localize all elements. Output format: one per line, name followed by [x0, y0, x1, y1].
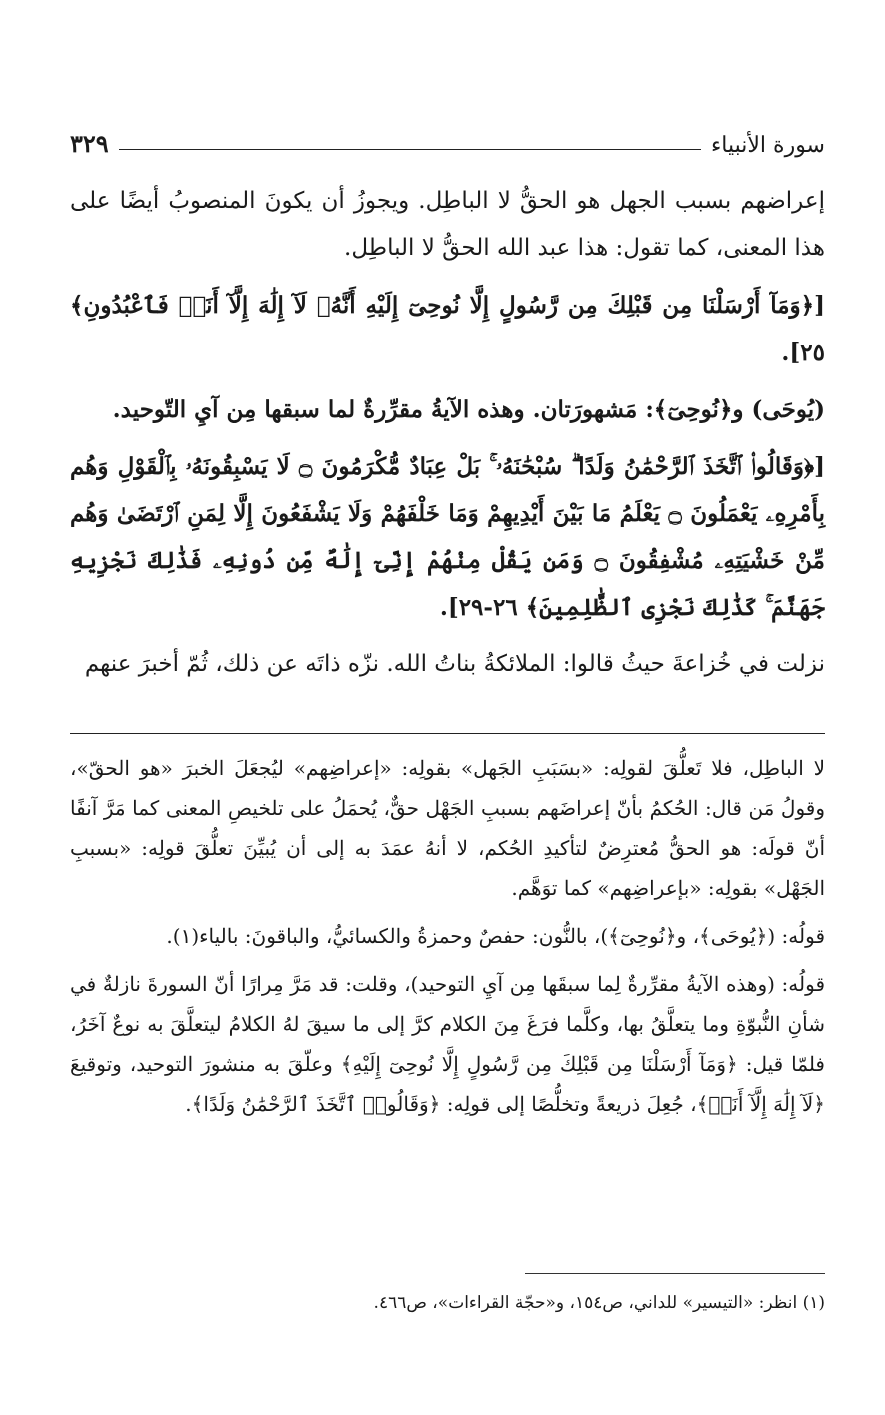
quran-verses-26-29: [﴿وَقَالُوا۟ ٱتَّخَذَ ٱلرَّحْمَٰنُ وَلَدًا ۗ سُبْحَٰنَهُۥ ۚ بَلْ عِبَادٌ مُّكْرَمُونَ ۝ لَا يَسْبِقُونَهُۥ بِٱلْقَوْلِ وَهُم بِأَمْرِهِۦ يَعْمَلُونَ ۝ يَعْلَمُ مَا بَيْنَ أَيْدِيهِمْ وَمَا خَلْفَهُمْ وَلَا يَشْفَعُونَ إِلَّا لِمَنِ ٱرْتَضَىٰ وَهُم مِّنْ خَشْيَتِهِۦ مُشْفِقُونَ ۝ وَمَن يَقُلْ مِنْهُمْ إِنِّىٓ إِلَٰهٌ مِّن دُونِهِۦ فَذَٰلِكَ نَجْزِيهِ جَهَنَّمَ ۚ كَذَٰلِكَ نَجْزِى ٱلظَّٰلِمِينَ﴾ ٢٦-٢٩].	[70, 453, 826, 621]
running-head	[70, 124, 825, 158]
page-number: ٣٢٩	[70, 129, 109, 158]
commentary-paragraph-2: قولُه: (﴿يُوحَى﴾، و﴿نُوحِىٓ﴾)، بالنُّون: حفصٌ وحمزةُ والكسائيُّ، والباقونَ: بالياء(١).	[166, 924, 825, 948]
commentary-paragraph-1: لا الباطِل، فلا تَعلُّقَ لقولِه: «بسَبَبِ الجَهل» بقولِه: «إعراضِهم» ليُجعَلَ الخبرَ «هو الحقّ»، وقولُ مَن قال: الحُكمُ بأنّ إعراضَهم بسببِ الجَهْل حقٌّ، يُحمَلُ على تلخيصِ المعنى كما مَرَّ آنفًا أنّ قولَه: هو الحقُّ مُعترِضٌ لتأكيدِ الحُكم، لا أنهُ عمَدَ به إلى أن يُبيِّنَ تعلُّقَ قولِه: «بسببِ الجَهْل» بقولِه: «بإعراضِهم» كما توَهَّم.	[70, 756, 825, 900]
commentary-divider	[70, 733, 825, 734]
footnote: (١) انظر: «التيسير» للداني، ص١٥٤، و«حجّة القراءات»، ص٤٦٦.	[373, 1293, 825, 1313]
surah-title: سورة الأنبياء	[710, 133, 825, 158]
commentary	[70, 748, 825, 1132]
header-rule	[119, 149, 701, 150]
footnote-rule	[525, 1273, 825, 1274]
quran-verse-25: [﴿وَمَآ أَرْسَلْنَا مِن قَبْلِكَ مِن رَّسُولٍ إِلَّا نُوحِىٓ إِلَيْهِ أَنَّهُۥ لَآ إِلَٰهَ إِلَّآ أَنَا۠ فَٱعْبُدُونِ﴾ ٢٥].	[70, 292, 825, 366]
main-text	[70, 178, 825, 698]
main-paragraph-1: إعراضهم بسبب الجهل هو الحقُّ لا الباطِل. ويجوزُ أن يكونَ المنصوبُ أيضًا على هذا المعنى، كما تقول: هذا عبد الله الحقُّ لا الباطِل.	[70, 188, 825, 261]
main-paragraph-3: نزلت في خُزاعةَ حيثُ قالوا: الملائكةُ بناتُ الله. نزّه ذاتَه عن ذلك، ثُمّ أخبرَ عنهم	[84, 651, 825, 677]
commentary-paragraph-3: قولُه: (وهذه الآيةُ مقرِّرةٌ لِما سبقَها مِن آيِ التوحيد)، وقلت: قد مَرَّ مِرارًا أنّ السورةَ نازلةٌ في شأنِ النُّبوّةِ وما يتعلَّقُ بها، وكلَّما فرَغَ مِنَ الكلام كرَّ إلى ما سيقَ لهُ الكلامُ ليتعلَّقَ به نوعٌ آخَرُ، فلمّا قيل: ﴿وَمَآ أَرْسَلْنَا مِن قَبْلِكَ مِن رَّسُولٍ إِلَّا نُوحِىٓ إِلَيْهِ﴾ وعلّقَ به منشورَ التوحيد، وتوقيعَ ﴿لَآ إِلَٰهَ إِلَّآ أَنَا۠﴾، جُعِلَ ذريعةً وتخلُّصًا إلى قولِه: ﴿وَقَالُوا۟ ٱتَّخَذَ ٱلرَّحْمَٰنُ وَلَدًا﴾.	[70, 972, 825, 1116]
main-paragraph-2: (يُوحَى) و﴿نُوحِىٓ﴾: مَشهورَتان. وهذه الآيةُ مقرِّرةٌ لما سبقها مِن آيِ التّوحيد.	[112, 396, 825, 423]
